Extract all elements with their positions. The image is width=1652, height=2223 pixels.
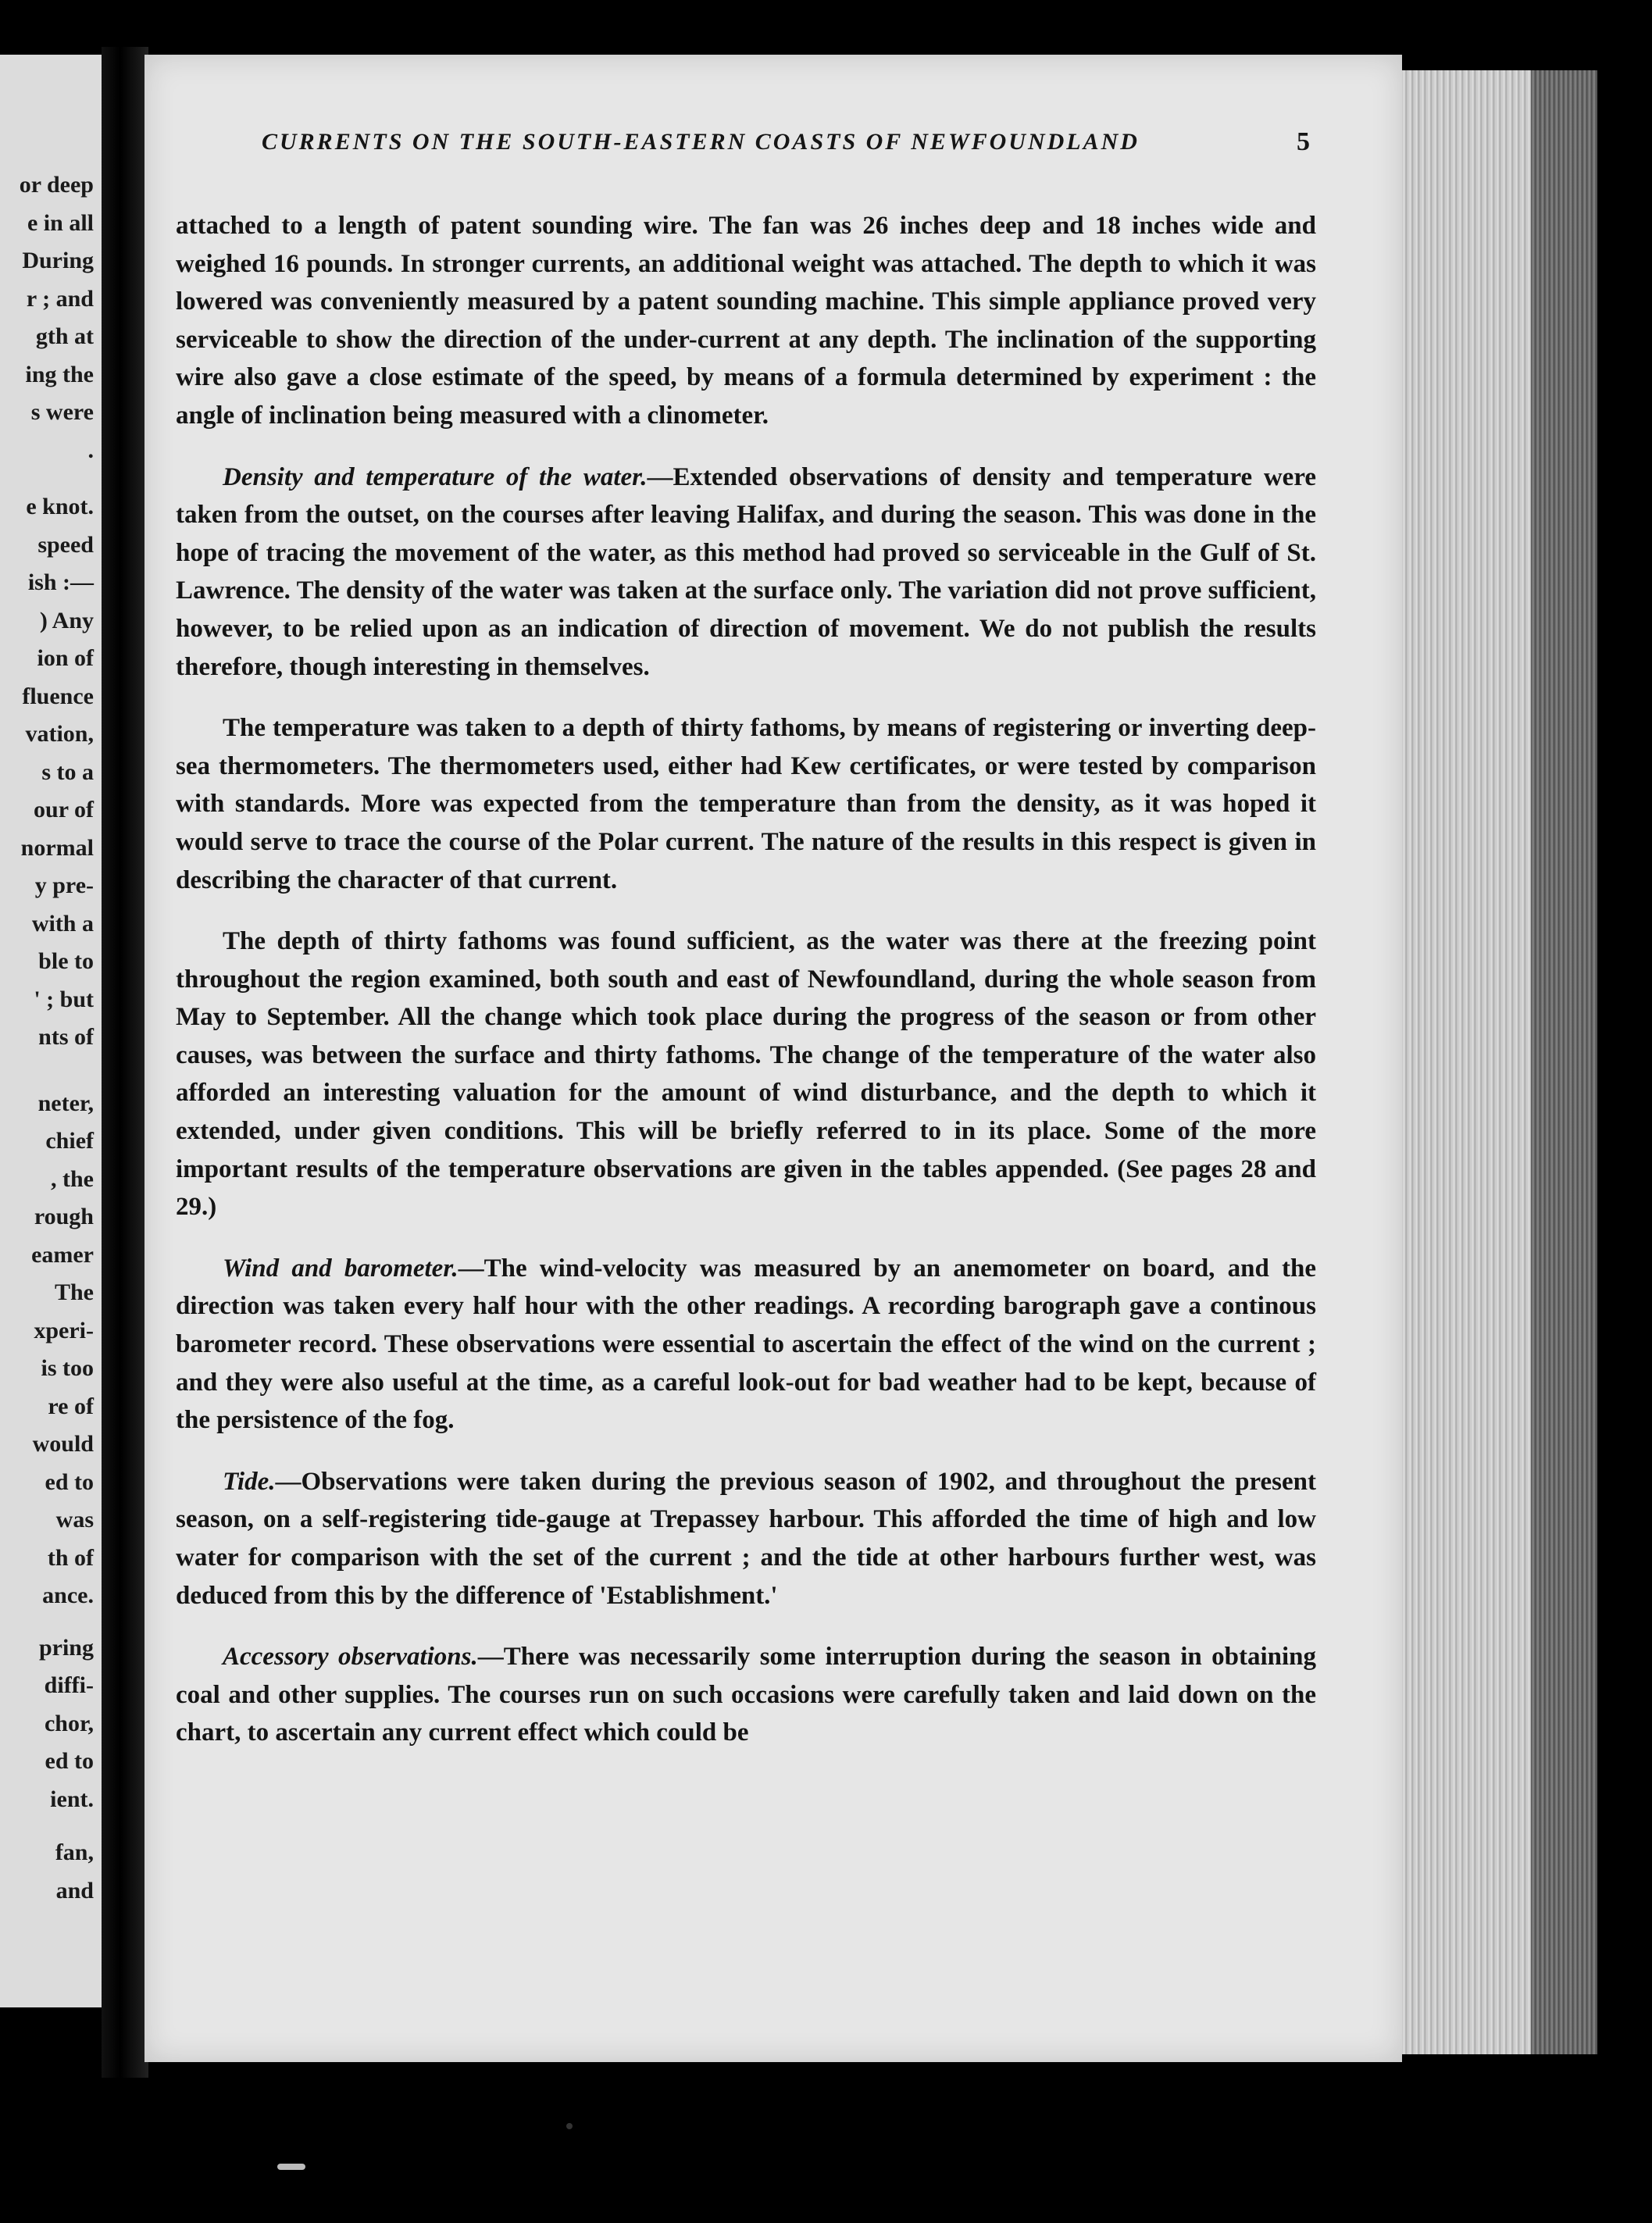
left-page-fragment: The: [54, 1279, 94, 1305]
left-page-fragment: is too: [41, 1355, 94, 1381]
section-heading-wind: Wind and barometer.: [223, 1254, 458, 1283]
left-page-fragment: would: [32, 1431, 94, 1457]
paragraph-text: —Observations were taken during the previous season of 1902, and throughout the present season, on a self-registering tide-gauge at Trepassey harbour. This afforded the time of high and low water for comparison with the set of the current ; and the tide at other harbours further west, was deduced from this by the difference of 'Establishment.': [176, 1467, 1316, 1610]
left-page-fragment: ance.: [42, 1583, 94, 1608]
left-page-fragment: chief: [45, 1128, 94, 1154]
paragraph-4: [176, 922, 1316, 1226]
left-page-fragment: was: [55, 1507, 94, 1533]
left-page-fragment: , the: [51, 1165, 94, 1192]
left-page-fragment: ' ; but: [34, 986, 94, 1012]
paragraph-7: [176, 1638, 1316, 1752]
left-page-fragment: ish :—: [27, 569, 94, 595]
left-page-fragment: re of: [48, 1393, 94, 1419]
left-page-fragment: normal: [20, 834, 94, 861]
left-page-fragment: ed to: [45, 1468, 94, 1495]
left-page-edge: [0, 55, 102, 2007]
left-page-fragment: fluence: [22, 683, 94, 709]
left-page-fragment: e knot.: [26, 494, 94, 519]
left-page-fragment: neter,: [37, 1090, 94, 1116]
paragraph-5: [176, 1250, 1316, 1440]
left-page-fragment: pring: [38, 1634, 94, 1661]
paragraph-1: [176, 207, 1316, 435]
paragraph-3: [176, 709, 1316, 899]
left-page-fragment: nts of: [38, 1024, 94, 1050]
left-page-fragment: ) Any: [39, 607, 94, 633]
left-page-fragment: th of: [47, 1544, 94, 1571]
left-page-fragment: vation,: [25, 721, 94, 747]
page-edges-shadow: [1531, 70, 1597, 2054]
running-header: CURRENTS ON THE SOUTH-EASTERN COASTS OF NEWFOUNDLAND: [262, 129, 1140, 155]
left-page-fragment: ient.: [50, 1786, 94, 1812]
paragraph-6: [176, 1463, 1316, 1615]
paragraph-text: —The wind-velocity was measured by an anemometer on board, and the direction was taken every half hour with the other readings. A recording barograph gave a continous barometer record. These observations were essential to ascertain the effect of the wind on the current ; and they were also useful at the time, as a careful look-out for bad weather had to be kept, because of the persistence of the fog.: [176, 1254, 1316, 1435]
left-page-fragment: r ; and: [26, 285, 94, 312]
left-page-fragment: xperi-: [34, 1317, 94, 1343]
page-body: [176, 207, 1316, 1775]
paragraph-text: —There was necessarily some interruption during the season in obtaining coal and other supplies. The courses run on such occasions were carefully taken and laid down on the chart, to ascertain any current effect which could be: [176, 1643, 1317, 1747]
paragraph-text: attached to a length of patent sounding wire. The fan was 26 inches deep and 18 inches wide and weighed 16 pounds. In stronger currents, an additional weight was attached. The depth to which it was lowered was conveniently measured by a patent sounding machine. This simple appliance proved very serviceable to show the direction of the under-current at any depth. The inclination of the supporting wire also gave a close estimate of the speed, by means of a formula determined by experiment : the angle of inclination being measured with a clinometer.: [176, 212, 1316, 430]
left-page-fragment: ing the: [25, 361, 94, 387]
scan-smudge: [277, 2164, 305, 2170]
paragraph-text: The temperature was taken to a depth of thirty fathoms, by means of registering or inverting deep-sea thermometers. The thermometers used, either had Kew certificates, or were tested by comparison with standards. More was expected from the temperature than from the density, as it was hoped it would serve to trace the course of the Polar current. The nature of the results in this respect is given in describing the character of that current.: [176, 714, 1316, 894]
left-page-fragment: eamer: [31, 1241, 94, 1268]
left-page-fragment: y pre-: [34, 872, 94, 898]
left-page-fragment: our of: [34, 797, 94, 822]
section-heading-density: Density and temperature of the water.: [223, 462, 648, 491]
left-page-fragment: gth at: [35, 323, 94, 349]
left-page-fragment: ion of: [37, 645, 94, 671]
left-page-fragment: with a: [31, 910, 94, 937]
left-page-fragment: ed to: [45, 1748, 94, 1774]
paragraph-text: The depth of thirty fathoms was found sufficient, as the water was there at the freezing point throughout the region examined, both south and east of Newfoundland, during the whole season from May to September. All the change which took place during the progress of the season or from other causes, was between the surface and thirty fathoms. The change of the temperature of the water also afforded an interesting valuation for the amount of wind disturbance, and the depth to which it extended, under given conditions. This will be briefly referred to in its place. Some of the more important results of the temperature observations are given in the tables appended. (See pages 28 and 29.): [176, 927, 1316, 1222]
paragraph-2: [176, 459, 1316, 687]
section-heading-tide: Tide.: [223, 1467, 276, 1496]
left-page-fragment: ble to: [38, 948, 94, 974]
paragraph-text: —Extended observations of density and temperature were taken from the outset, on the courses after leaving Halifax, and during the season. This was done in the hope of tracing the movement of the water, as this method had proved so serviceable in the Gulf of St. Lawrence. The density of the water was taken at the surface only. The variation did not prove sufficient, however, to be relied upon as an indication of direction of movement. We do not publish the results therefore, though interesting in themselves.: [176, 462, 1317, 681]
left-page-fragment: e in all: [27, 209, 94, 236]
left-page-fragment: or deep: [19, 172, 94, 198]
left-page-fragment: rough: [34, 1204, 94, 1229]
page-number: 5: [1297, 127, 1310, 156]
left-page-fragment: speed: [37, 531, 94, 558]
left-page-fragment: fan,: [55, 1839, 94, 1865]
book-gutter: [102, 47, 148, 2078]
ink-dot: [566, 2123, 573, 2129]
left-page-fragment: .: [87, 437, 94, 463]
left-page-fragment: During: [22, 248, 94, 273]
left-page-fragment: s were: [30, 399, 94, 425]
left-page-fragment: s to a: [41, 758, 94, 785]
section-heading-accessory: Accessory observations.: [223, 1643, 478, 1672]
left-page-fragment: and: [55, 1877, 94, 1904]
left-page-fragment: diffi-: [44, 1672, 94, 1698]
left-page-fragment: chor,: [44, 1710, 94, 1736]
